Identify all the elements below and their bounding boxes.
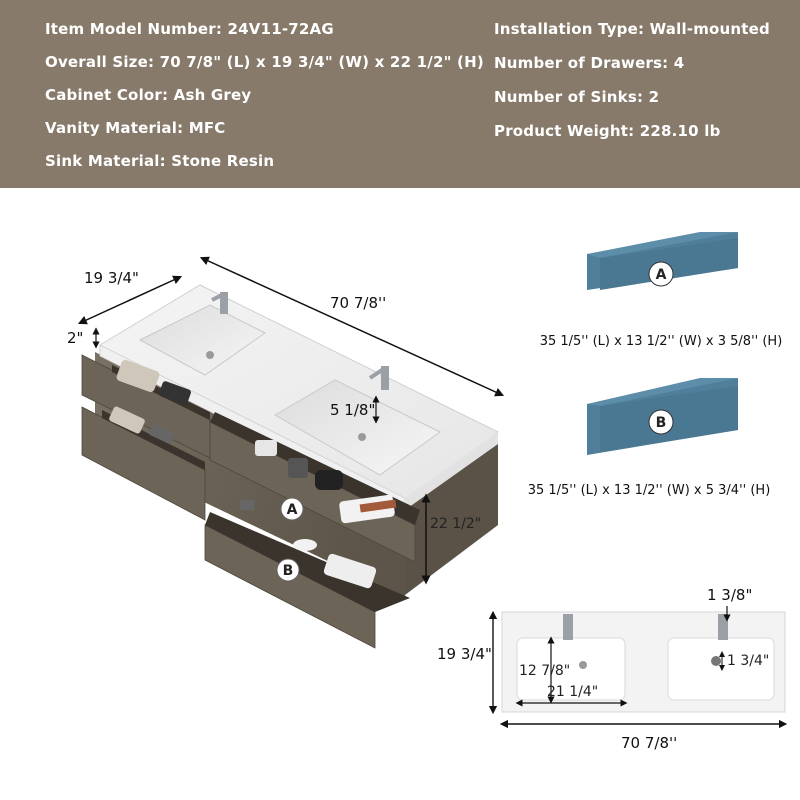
iso-height-label: 22 1/2" [430,516,482,532]
drain-offset-label: 1 3/4" [727,653,770,669]
spec-number-of-drawers: Number of Drawers: 4 [494,54,685,72]
basin-width-label: 21 1/4" [547,684,599,700]
drawer-size-b: 35 1/5'' (L) x 13 1/2'' (W) x 5 3/4'' (H) [527,483,771,498]
basin-depth-label: 5 1/8" [330,401,376,419]
plan-basin-right [668,638,774,700]
vanity-isometric [82,285,498,648]
plan-depth-label: 19 3/4" [437,645,492,663]
plan-length-label: 70 7/8'' [621,734,678,752]
spec-header [0,0,800,188]
product-diagram [0,188,800,800]
drawer-box-b [528,378,771,498]
spec-column-right [494,18,770,154]
spec-product-weight: Product Weight: 228.10 lb [494,122,721,140]
top-thickness-label: 2" [67,329,84,347]
drawer-box-a-letter: A [655,267,667,283]
drawer-box-a [540,232,783,349]
spec-vanity-material: Vanity Material: MFC [45,119,226,137]
drawer-box-b-letter: B [655,415,667,431]
iso-length-label: 70 7/8'' [330,294,387,312]
faucet-offset-label: 1 3/8" [707,586,753,604]
drawer-b-marker-label: B [282,563,294,579]
spec-cabinet-color: Cabinet Color: Ash Grey [45,86,252,104]
drain-right [358,433,366,441]
drawer-b-marker [277,559,299,581]
spec-overall-size: Overall Size: 70 7/8" (L) x 19 3/4" (W) x 22 1/2" (H) [45,53,484,71]
spec-number-of-sinks: Number of Sinks: 2 [494,88,660,106]
drawer-size-a: 35 1/5'' (L) x 13 1/2'' (W) x 3 5/8'' (H) [539,334,783,349]
drawer-a-marker [281,498,303,520]
spec-sink-material: Sink Material: Stone Resin [45,152,275,170]
spec-column-left [45,18,484,183]
iso-depth-label: 19 3/4" [84,269,139,287]
drain-left [206,351,214,359]
spec-model-number: Item Model Number: 24V11-72AG [45,20,334,38]
basin-front-back-label: 12 7/8" [519,663,571,679]
drawer-a-marker-label: A [286,502,298,518]
plan-view [437,586,785,752]
spec-installation-type: Installation Type: Wall-mounted [494,20,770,38]
product-diagram-area [0,188,800,800]
